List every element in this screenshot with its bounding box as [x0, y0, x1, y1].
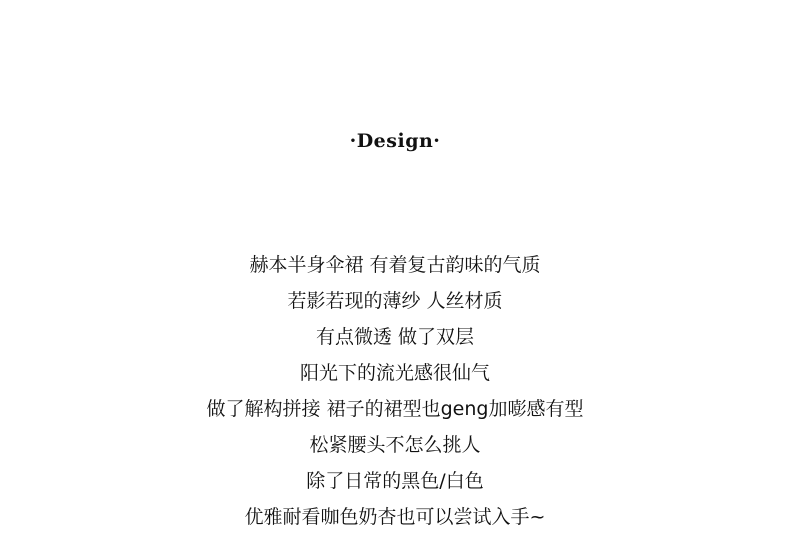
description-line: 有点微透 做了双层 [315, 326, 475, 348]
description-line: 除了日常的黑色/白色 [306, 470, 484, 492]
description-text-block [0, 247, 790, 535]
description-line: 松紧腰头不怎么挑人 [309, 434, 481, 456]
description-line: 阳光下的流光感很仙气 [299, 362, 490, 384]
description-line: 若影若现的薄纱 人丝材质 [287, 290, 503, 312]
section-heading: ·Design· [349, 130, 441, 152]
description-line: 优雅耐看咖色奶杏也可以尝试入手~ [244, 506, 546, 528]
description-line: 做了解构拼接 裙子的裙型也geng加嘭感有型 [206, 398, 584, 420]
description-line: 赫本半身伞裙 有着复古韵味的气质 [249, 254, 541, 276]
